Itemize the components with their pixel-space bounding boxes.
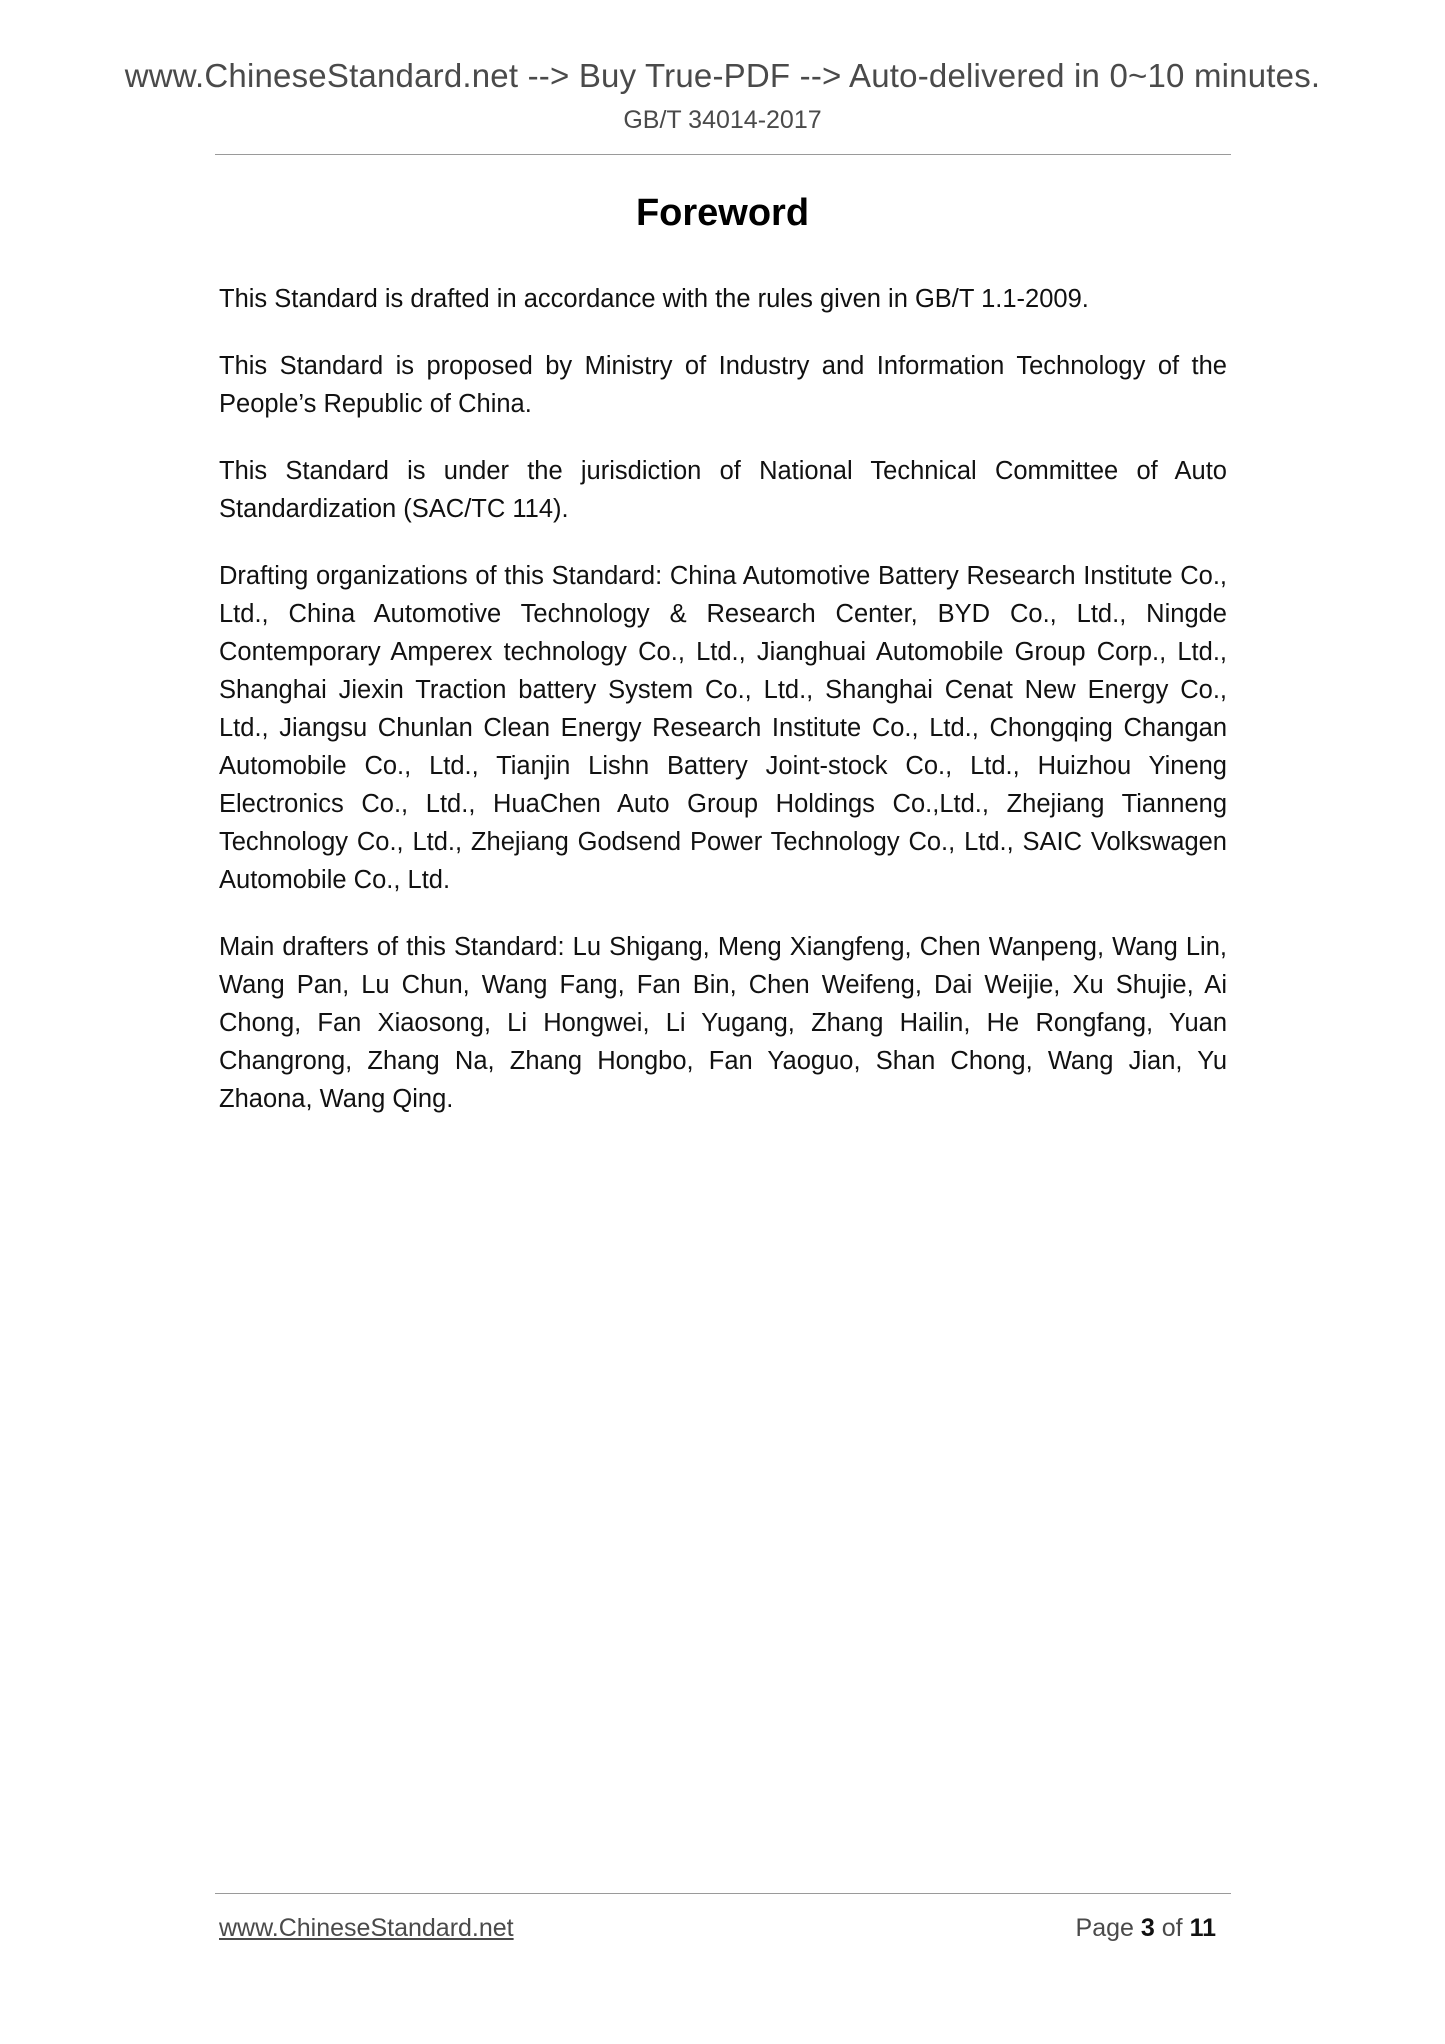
foreword-body bbox=[219, 280, 1227, 1147]
paragraph-proposed-by: This Standard is proposed by Ministry of Industry and Information Technology of the People’s Republic of China. bbox=[219, 352, 1227, 418]
header-divider bbox=[215, 154, 1231, 155]
paragraph-drafting-rules: This Standard is drafted in accordance with the rules given in GB/T 1.1-2009. bbox=[219, 285, 1089, 313]
page-prefix: Page bbox=[1075, 1914, 1134, 1942]
footer-divider bbox=[215, 1893, 1231, 1894]
page-indicator bbox=[990, 1912, 1216, 1944]
footer-website-link[interactable]: www.ChineseStandard.net bbox=[219, 1914, 514, 1942]
page-of: of bbox=[1161, 1914, 1183, 1942]
header-banner: www.ChineseStandard.net --> Buy True-PDF --> Auto-delivered in 0~10 minutes. bbox=[124, 57, 1321, 94]
document-code: GB/T 34014-2017 bbox=[623, 106, 822, 134]
page-current: 3 bbox=[1140, 1914, 1155, 1942]
paragraph-jurisdiction: This Standard is under the jurisdiction of National Technical Committee of Auto Standardization (SAC/TC 114). bbox=[219, 457, 1227, 523]
paragraph-main-drafters: Main drafters of this Standard: Lu Shigang, Meng Xiangfeng, Chen Wanpeng, Wang Lin, Wang Pan, Lu Chun, Wang Fang, Fan Bin, Chen Weifeng, Dai Weijie, Xu Shujie, Ai Chong, Fan Xiaosong, Li Hongwei, Li Yugang, Zhang Hailin, He Rongfang, Yuan Changrong, Zhang Na, Zhang Hongbo, Fan Yaoguo, Shan Chong, Wang Jian, Yu Zhaona, Wang Qing. bbox=[219, 933, 1227, 1113]
paragraph-drafting-organizations: Drafting organizations of this Standard: China Automotive Battery Research Institute Co., Ltd., China Automotive Technology & Research Center, BYD Co., Ltd., Ningde Contemporary Amperex technology Co., Ltd., Jianghuai Automobile Group Corp., Ltd., Shanghai Jiexin Traction battery System Co., Ltd., Shanghai Cenat New Energy Co., Ltd., Jiangsu Chunlan Clean Energy Research Institute Co., Ltd., Chongqing Changan Automobile Co., Ltd., Tianjin Lishn Battery Joint-stock Co., Ltd., Huizhou Yineng Electronics Co., Ltd., HuaChen Auto Group Holdings Co.,Ltd., Zhejiang Tianneng Technology Co., Ltd., Zhejiang Godsend Power Technology Co., Ltd., SAIC Volkswagen Automobile Co., Ltd. bbox=[219, 562, 1227, 894]
page-total: 11 bbox=[1189, 1914, 1216, 1942]
page-title: Foreword bbox=[635, 192, 810, 234]
